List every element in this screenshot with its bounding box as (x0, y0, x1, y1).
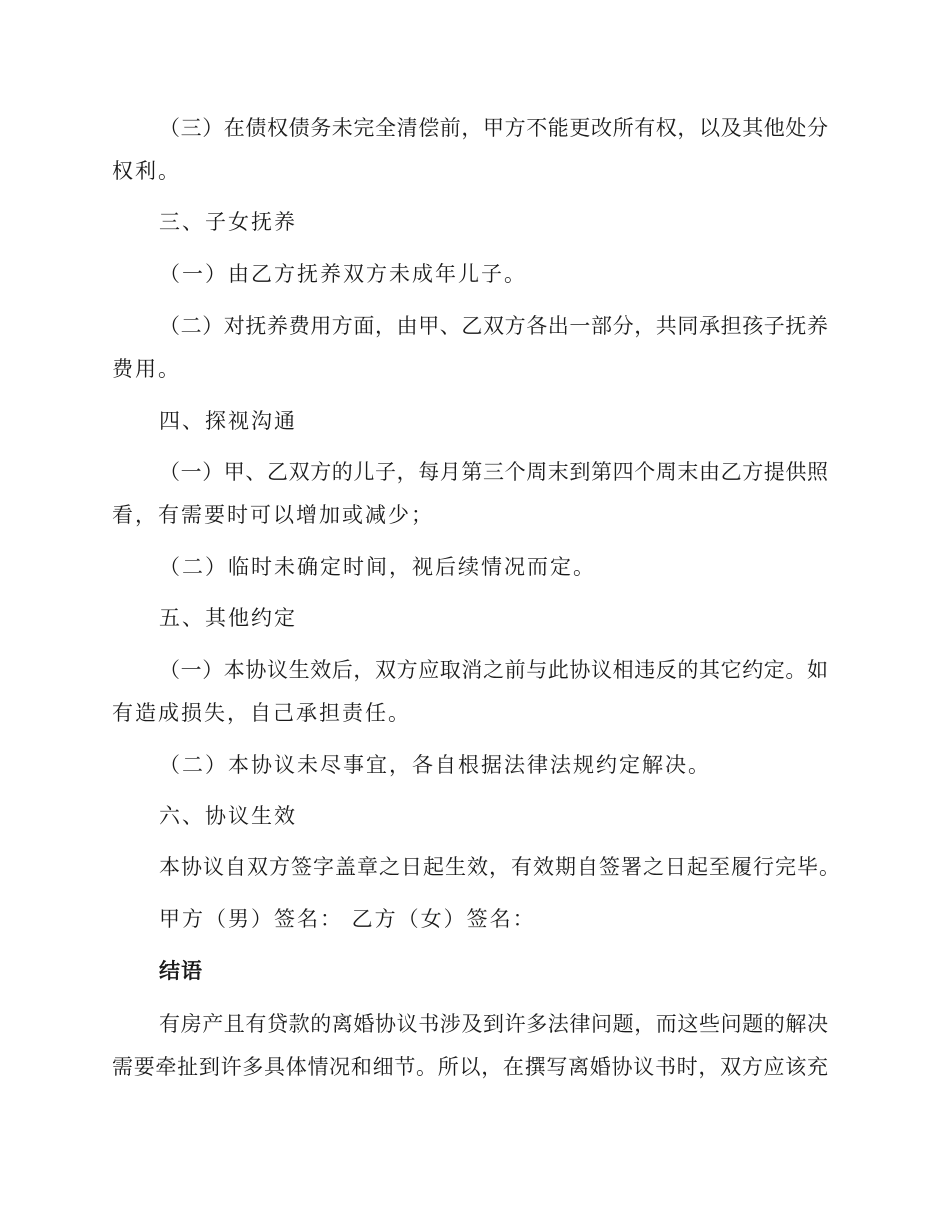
other-item-1-line-2: 有造成损失，自己承担责任。 (112, 701, 411, 725)
other-item-2: （二）本协议未尽事宜，各自根据法律法规约定解决。 (159, 753, 711, 777)
conclusion-line-1: 有房产且有贷款的离婚协议书涉及到许多法律问题，而这些问题的解决 (159, 1012, 828, 1036)
property-item-3-line-1: （三）在债权债务未完全清偿前，甲方不能更改所有权，以及其他处分 (159, 116, 828, 140)
children-item-1: （一）由乙方抚养双方未成年儿子。 (159, 262, 527, 286)
visit-item-2: （二）临时未确定时间，视后续情况而定。 (159, 555, 596, 579)
children-item-2-line-2: 费用。 (112, 357, 181, 381)
effect-text: 本协议自双方签字盖章之日起生效，有效期自签署之日起至履行完毕。 (159, 855, 841, 879)
conclusion-title: 结语 (159, 959, 203, 983)
visit-item-1-line-1: （一）甲、乙双方的儿子，每月第三个周末到第四个周末由乙方提供照 (159, 460, 828, 484)
visit-item-1-line-2: 看，有需要时可以增加或减少； (112, 503, 434, 527)
children-item-2-line-1: （二）对抚养费用方面，由甲、乙双方各出一部分，共同承担孩子抚养 (159, 314, 828, 338)
property-item-3-line-2: 权利。 (112, 159, 181, 183)
signature-line: 甲方（男）签名： 乙方（女）签名： (159, 907, 536, 931)
other-item-1-line-1: （一）本协议生效后，双方应取消之前与此协议相违反的其它约定。如 (159, 658, 828, 682)
section-other-title: 五、其他约定 (159, 606, 297, 630)
section-effect-title: 六、协议生效 (159, 804, 297, 828)
conclusion-line-2: 需要牵扯到许多具体情况和细节。所以，在撰写离婚协议书时，双方应该充 (112, 1055, 828, 1079)
section-children-title: 三、子女抚养 (159, 210, 297, 234)
section-visit-title: 四、探视沟通 (159, 409, 297, 433)
